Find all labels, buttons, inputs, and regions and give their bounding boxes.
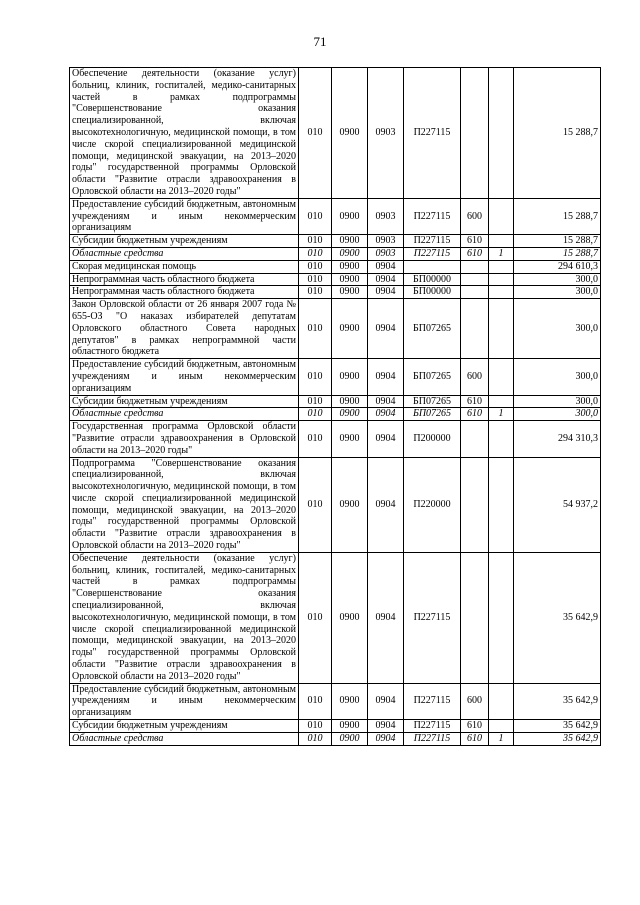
code-expense-type bbox=[461, 299, 489, 359]
table-row bbox=[70, 732, 601, 745]
code-section: 0900 bbox=[332, 457, 368, 552]
code-subsection: 0903 bbox=[368, 68, 404, 199]
code-target: БП07265 bbox=[404, 359, 461, 395]
code-section: 0900 bbox=[332, 683, 368, 719]
row-amount: 300,0 bbox=[514, 408, 601, 421]
code-section: 0900 bbox=[332, 732, 368, 745]
code-subsection: 0904 bbox=[368, 552, 404, 683]
row-name: Субсидии бюджетным учреждениям bbox=[70, 720, 299, 733]
code-subsection: 0904 bbox=[368, 720, 404, 733]
code-target: П227115 bbox=[404, 247, 461, 260]
row-amount: 300,0 bbox=[514, 299, 601, 359]
row-amount: 300,0 bbox=[514, 395, 601, 408]
row-name: Подпрограмма "Совершенствование оказания специализированной, включая высокотехнологичную, медицинской помощи, в том числе скорой специализированной медицинской помощи, медицинской эвакуации, на 2013–2020 годы" государственной программы Орловской области "Развитие отрасли здравоохранения в Орловской области на 2013–2020 годы" bbox=[70, 457, 299, 552]
table-row bbox=[70, 68, 601, 199]
code-section: 0900 bbox=[332, 260, 368, 273]
table-row bbox=[70, 683, 601, 719]
row-name: Скорая медицинская помощь bbox=[70, 260, 299, 273]
code-subsection: 0903 bbox=[368, 235, 404, 248]
code-subsection: 0904 bbox=[368, 359, 404, 395]
code-admin: 010 bbox=[299, 421, 332, 457]
code-target: П227115 bbox=[404, 683, 461, 719]
table-row bbox=[70, 235, 601, 248]
code-target: П227115 bbox=[404, 732, 461, 745]
code-subsection: 0904 bbox=[368, 273, 404, 286]
code-source bbox=[489, 68, 514, 199]
code-subsection: 0904 bbox=[368, 421, 404, 457]
code-target: П200000 bbox=[404, 421, 461, 457]
code-subsection: 0903 bbox=[368, 247, 404, 260]
row-name: Субсидии бюджетным учреждениям bbox=[70, 235, 299, 248]
code-section: 0900 bbox=[332, 395, 368, 408]
code-expense-type: 610 bbox=[461, 732, 489, 745]
code-admin: 010 bbox=[299, 286, 332, 299]
code-section: 0900 bbox=[332, 421, 368, 457]
code-admin: 010 bbox=[299, 683, 332, 719]
code-section: 0900 bbox=[332, 720, 368, 733]
code-source: 1 bbox=[489, 408, 514, 421]
table-row bbox=[70, 198, 601, 234]
code-expense-type bbox=[461, 68, 489, 199]
row-name: Предоставление субсидий бюджетным, автономным учреждениям и иным некоммерческим организациям bbox=[70, 198, 299, 234]
code-expense-type: 610 bbox=[461, 408, 489, 421]
code-section: 0900 bbox=[332, 359, 368, 395]
code-admin: 010 bbox=[299, 408, 332, 421]
code-target: П227115 bbox=[404, 198, 461, 234]
code-subsection: 0904 bbox=[368, 260, 404, 273]
code-expense-type bbox=[461, 286, 489, 299]
table-row bbox=[70, 457, 601, 552]
row-name: Субсидии бюджетным учреждениям bbox=[70, 395, 299, 408]
row-name: Обеспечение деятельности (оказание услуг) больниц, клиник, госпиталей, медико-санитарных частей в рамках подпрограммы "Совершенствование оказания специализированной, включая высокотехнологичную, медицинской помощи, в том числе скорой специализированной медицинской помощи, медицинской эвакуации, на 2013–2020 годы" государственной программы Орловской области "Развитие отрасли здравоохранения в Орловской области на 2013–2020 годы" bbox=[70, 68, 299, 199]
table-row bbox=[70, 408, 601, 421]
row-name: Предоставление субсидий бюджетным, автономным учреждениям и иным некоммерческим организациям bbox=[70, 683, 299, 719]
code-section: 0900 bbox=[332, 235, 368, 248]
row-name: Областные средства bbox=[70, 247, 299, 260]
code-expense-type bbox=[461, 457, 489, 552]
code-source bbox=[489, 286, 514, 299]
code-target: БП00000 bbox=[404, 273, 461, 286]
code-section: 0900 bbox=[332, 68, 368, 199]
code-admin: 010 bbox=[299, 260, 332, 273]
row-amount: 35 642,9 bbox=[514, 552, 601, 683]
code-admin: 010 bbox=[299, 68, 332, 199]
code-subsection: 0904 bbox=[368, 299, 404, 359]
code-subsection: 0904 bbox=[368, 395, 404, 408]
row-amount: 35 642,9 bbox=[514, 720, 601, 733]
code-source: 1 bbox=[489, 247, 514, 260]
budget-table bbox=[69, 67, 601, 746]
table-row bbox=[70, 395, 601, 408]
row-amount: 300,0 bbox=[514, 359, 601, 395]
code-admin: 010 bbox=[299, 720, 332, 733]
code-section: 0900 bbox=[332, 286, 368, 299]
code-expense-type bbox=[461, 260, 489, 273]
code-section: 0900 bbox=[332, 198, 368, 234]
code-expense-type bbox=[461, 552, 489, 683]
row-amount: 54 937,2 bbox=[514, 457, 601, 552]
row-amount: 294 610,3 bbox=[514, 260, 601, 273]
code-expense-type: 600 bbox=[461, 198, 489, 234]
code-source: 1 bbox=[489, 732, 514, 745]
code-subsection: 0904 bbox=[368, 457, 404, 552]
code-expense-type: 600 bbox=[461, 683, 489, 719]
code-target bbox=[404, 260, 461, 273]
row-amount: 15 288,7 bbox=[514, 68, 601, 199]
code-source bbox=[489, 359, 514, 395]
table-row bbox=[70, 286, 601, 299]
code-source bbox=[489, 299, 514, 359]
code-section: 0900 bbox=[332, 408, 368, 421]
table-row bbox=[70, 273, 601, 286]
row-name: Непрограммная часть областного бюджета bbox=[70, 273, 299, 286]
row-amount: 15 288,7 bbox=[514, 198, 601, 234]
code-section: 0900 bbox=[332, 247, 368, 260]
code-admin: 010 bbox=[299, 359, 332, 395]
code-target: П227115 bbox=[404, 720, 461, 733]
code-section: 0900 bbox=[332, 273, 368, 286]
row-amount: 35 642,9 bbox=[514, 683, 601, 719]
code-subsection: 0904 bbox=[368, 683, 404, 719]
code-source bbox=[489, 683, 514, 719]
table-row bbox=[70, 421, 601, 457]
code-target: П227115 bbox=[404, 235, 461, 248]
row-name: Непрограммная часть областного бюджета bbox=[70, 286, 299, 299]
code-source bbox=[489, 720, 514, 733]
code-expense-type: 610 bbox=[461, 247, 489, 260]
code-expense-type: 600 bbox=[461, 359, 489, 395]
row-amount: 294 310,3 bbox=[514, 421, 601, 457]
row-name: Закон Орловской области от 26 января 2007 года № 655-ОЗ "О наказах избирателей депутатам Орловского областного Совета народных депутатов" в рамках непрограммной части областного бюджета bbox=[70, 299, 299, 359]
code-target: П227115 bbox=[404, 552, 461, 683]
code-admin: 010 bbox=[299, 457, 332, 552]
table-row bbox=[70, 260, 601, 273]
row-name: Государственная программа Орловской области "Развитие отрасли здравоохранения в Орловской области на 2013–2020 годы" bbox=[70, 421, 299, 457]
code-admin: 010 bbox=[299, 198, 332, 234]
code-source bbox=[489, 421, 514, 457]
code-subsection: 0904 bbox=[368, 408, 404, 421]
row-name: Обеспечение деятельности (оказание услуг) больниц, клиник, госпиталей, медико-санитарных частей в рамках подпрограммы "Совершенствование оказания специализированной, включая высокотехнологичную, медицинской помощи, в том числе скорой специализированной медицинской помощи, медицинской эвакуации, на 2013–2020 годы" государственной программы Орловской области "Развитие отрасли здравоохранения в Орловской области на 2013–2020 годы" bbox=[70, 552, 299, 683]
code-source bbox=[489, 198, 514, 234]
code-source bbox=[489, 552, 514, 683]
code-subsection: 0903 bbox=[368, 198, 404, 234]
code-subsection: 0904 bbox=[368, 286, 404, 299]
code-source bbox=[489, 457, 514, 552]
table-row bbox=[70, 720, 601, 733]
code-admin: 010 bbox=[299, 235, 332, 248]
code-target: БП00000 bbox=[404, 286, 461, 299]
table-row bbox=[70, 552, 601, 683]
row-amount: 35 642,9 bbox=[514, 732, 601, 745]
code-admin: 010 bbox=[299, 395, 332, 408]
row-amount: 15 288,7 bbox=[514, 235, 601, 248]
code-source bbox=[489, 260, 514, 273]
code-source bbox=[489, 395, 514, 408]
code-admin: 010 bbox=[299, 247, 332, 260]
row-amount: 300,0 bbox=[514, 273, 601, 286]
code-expense-type bbox=[461, 273, 489, 286]
code-target: БП07265 bbox=[404, 299, 461, 359]
row-amount: 15 288,7 bbox=[514, 247, 601, 260]
table-row bbox=[70, 359, 601, 395]
code-admin: 010 bbox=[299, 732, 332, 745]
code-source bbox=[489, 235, 514, 248]
code-admin: 010 bbox=[299, 273, 332, 286]
code-admin: 010 bbox=[299, 552, 332, 683]
table-row bbox=[70, 247, 601, 260]
code-expense-type: 610 bbox=[461, 720, 489, 733]
code-target: П220000 bbox=[404, 457, 461, 552]
row-name: Областные средства bbox=[70, 732, 299, 745]
code-source bbox=[489, 273, 514, 286]
code-expense-type: 610 bbox=[461, 395, 489, 408]
code-admin: 010 bbox=[299, 299, 332, 359]
table-row bbox=[70, 299, 601, 359]
code-target: БП07265 bbox=[404, 395, 461, 408]
row-amount: 300,0 bbox=[514, 286, 601, 299]
code-target: БП07265 bbox=[404, 408, 461, 421]
code-expense-type bbox=[461, 421, 489, 457]
row-name: Областные средства bbox=[70, 408, 299, 421]
code-section: 0900 bbox=[332, 299, 368, 359]
code-expense-type: 610 bbox=[461, 235, 489, 248]
page-number: 71 bbox=[313, 34, 327, 49]
code-target: П227115 bbox=[404, 68, 461, 199]
code-section: 0900 bbox=[332, 552, 368, 683]
row-name: Предоставление субсидий бюджетным, автономным учреждениям и иным некоммерческим организациям bbox=[70, 359, 299, 395]
code-subsection: 0904 bbox=[368, 732, 404, 745]
